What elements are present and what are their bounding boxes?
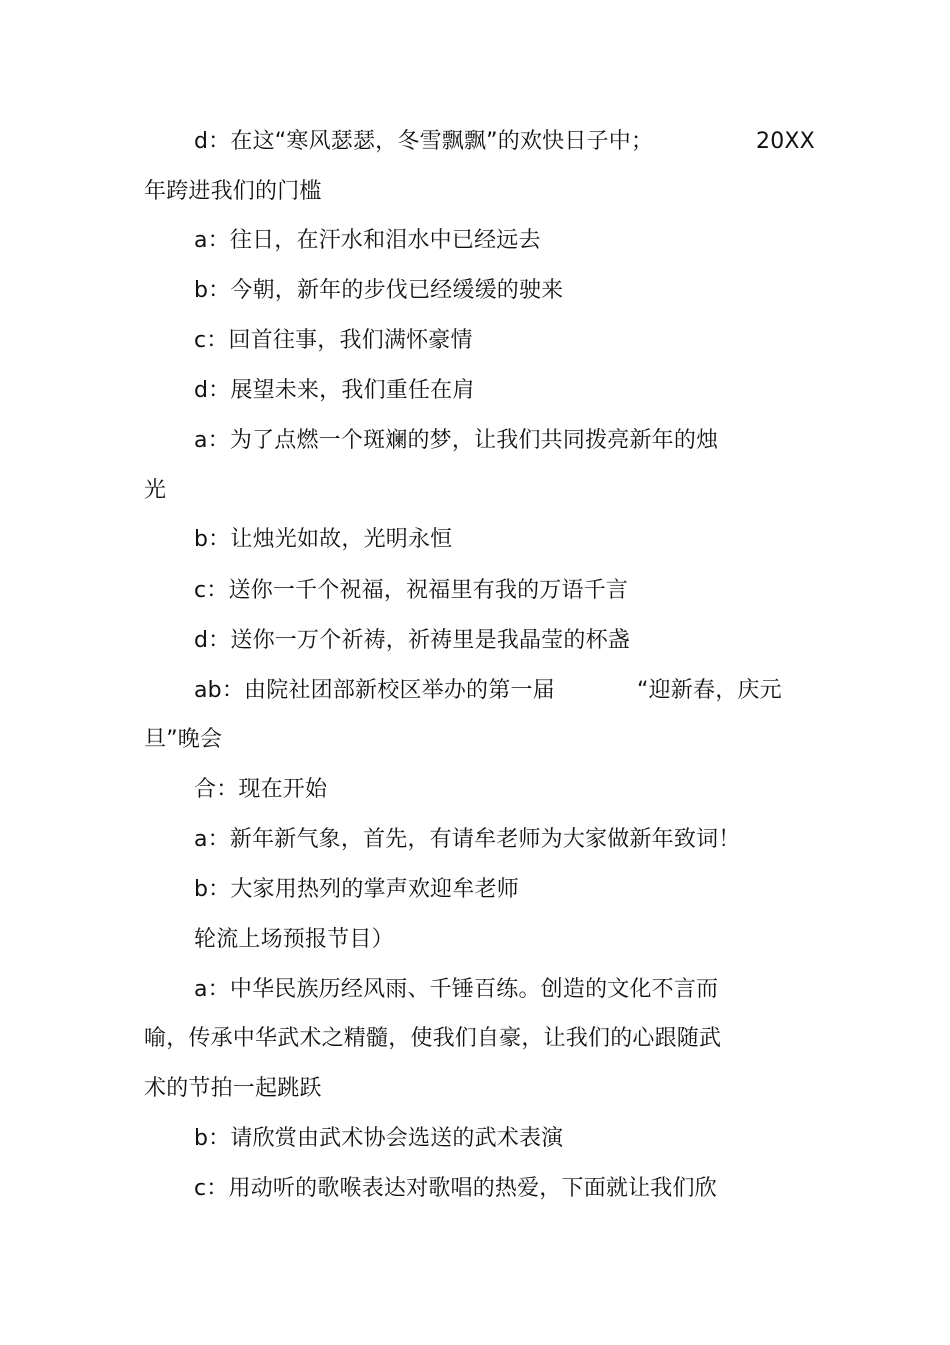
line-16: b：大家用热列的掌声欢迎牟老师 [194, 877, 519, 902]
line-12: ab：由院社团部新校区举办的第一届 [194, 678, 555, 703]
line-18: a：中华民族历经风雨、千锤百练。创造的文化不言而 [194, 977, 719, 1002]
line-14: 合：现在开始 [194, 777, 328, 802]
line-20: 术的节拍一起跳跃 [144, 1076, 322, 1101]
line-22: c：用动听的歌喉表达对歌唱的热爱，下面就让我们欣 [194, 1176, 717, 1201]
line-7: a：为了点燃一个斑斓的梦，让我们共同拨亮新年的烛 [194, 428, 719, 453]
line-9: b：让烛光如故，光明永恒 [194, 527, 453, 552]
line-10: c：送你一千个祝福，祝福里有我的万语千言 [194, 578, 629, 603]
line-15: a：新年新气象，首先，有请牟老师为大家做新年致词！ [194, 827, 741, 852]
line-2: 年跨进我们的门槛 [144, 179, 322, 204]
line-21: b：请欣赏由武术协会选送的武术表演 [194, 1126, 564, 1151]
line-12-cont: “迎新春，庆元 [637, 678, 782, 703]
line-19: 喻，传承中华武术之精髓，使我们自豪，让我们的心跟随武 [144, 1026, 722, 1051]
line-11: d：送你一万个祈祷，祈祷里是我晶莹的杯盏 [194, 628, 630, 653]
line-13: 旦”晚会 [144, 727, 223, 752]
line-6: d：展望未来，我们重任在肩 [194, 378, 475, 403]
line-3: a：往日，在汗水和泪水中已经远去 [194, 228, 541, 253]
line-8: 光 [144, 478, 167, 503]
line-5: c：回首往事，我们满怀豪情 [194, 328, 473, 353]
line-17: 轮流上场预报节目） [194, 927, 394, 952]
line-1: d：在这“寒风瑟瑟，冬雪飘飘”的欢快日子中； [194, 129, 654, 154]
line-1-year: 20XX [756, 129, 815, 154]
line-4: b：今朝，新年的步伐已经缓缓的驶来 [194, 278, 564, 303]
